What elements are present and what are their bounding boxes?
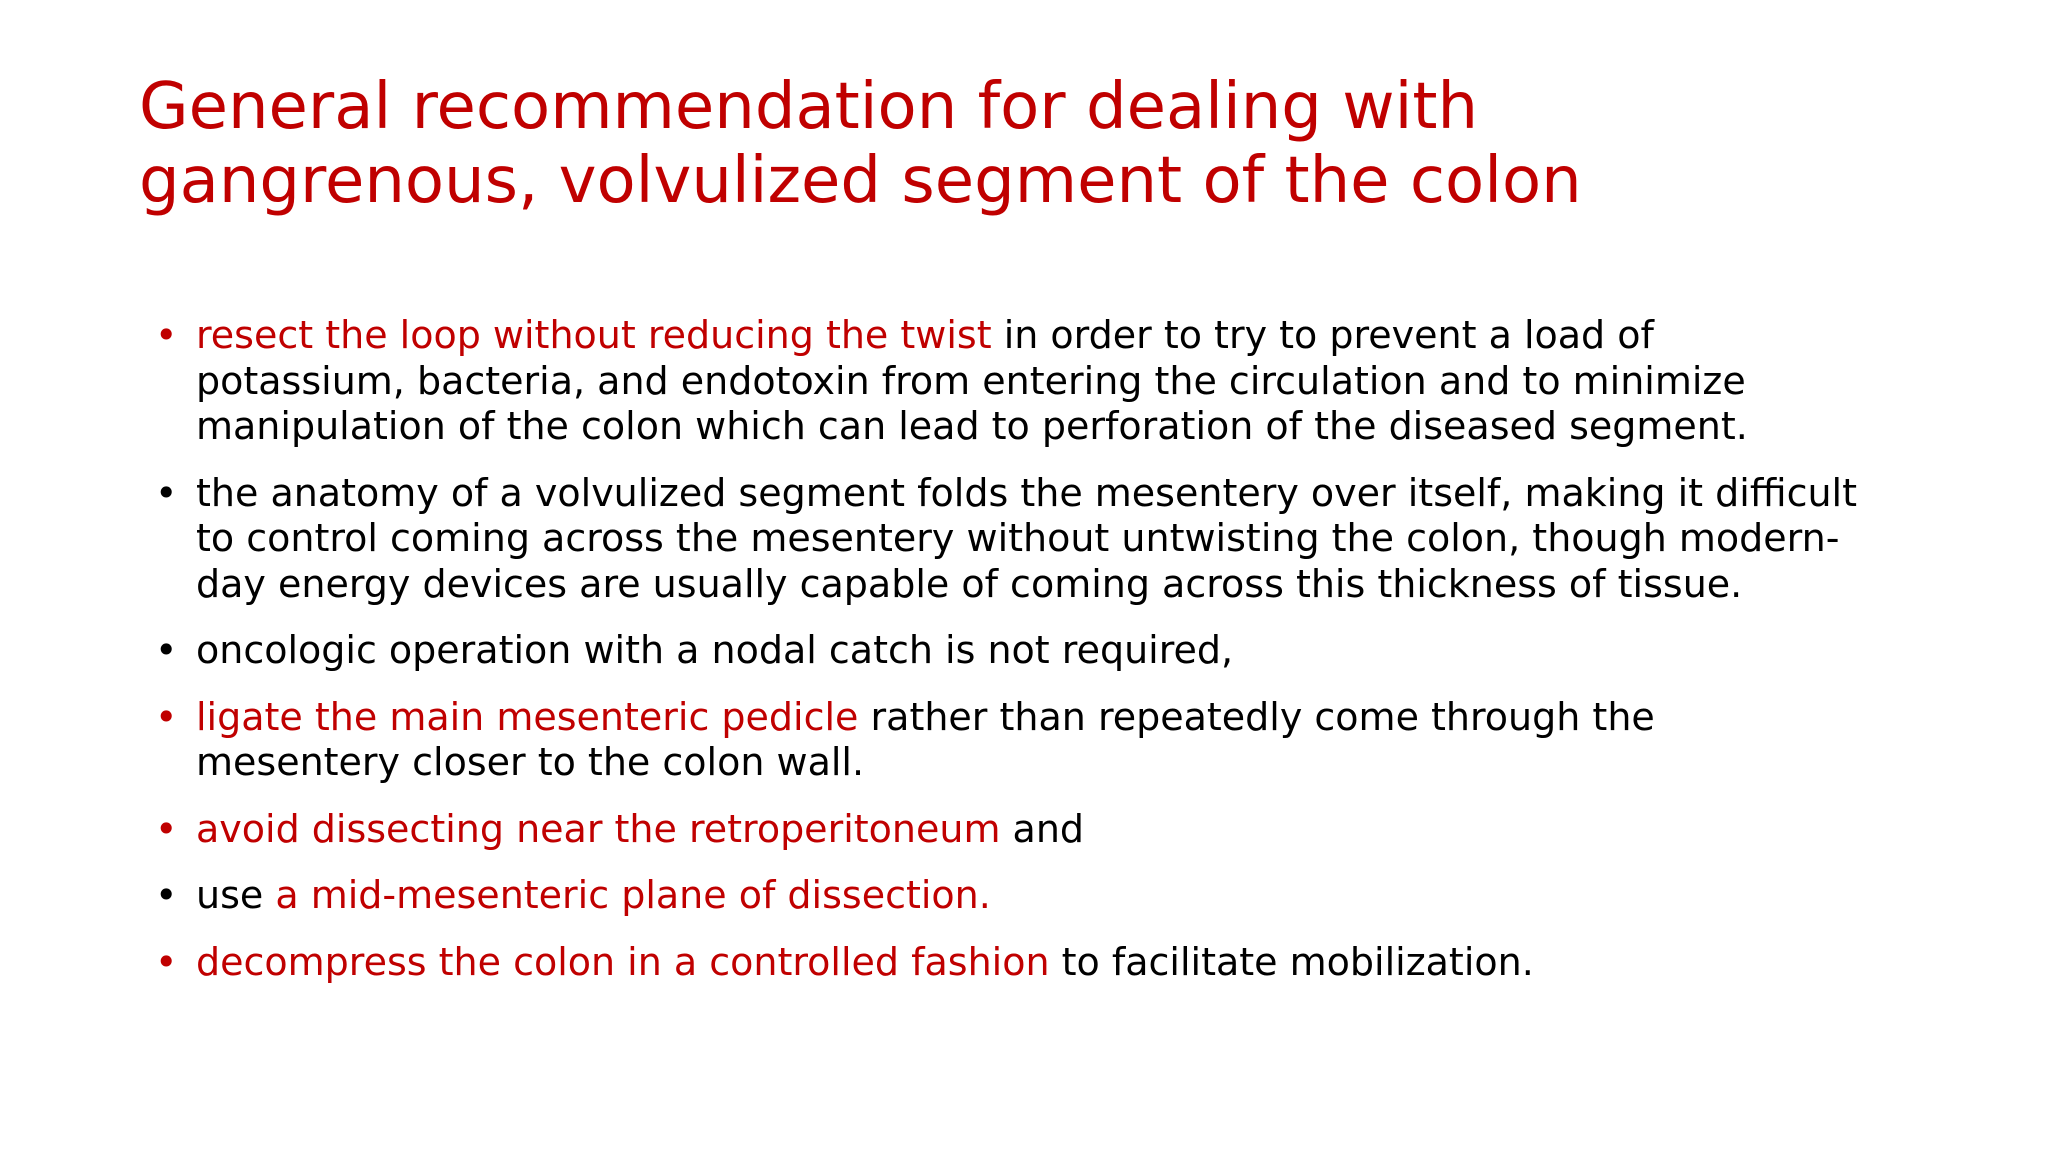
bullet-item — [150, 940, 1930, 986]
bullet-line — [196, 940, 1930, 986]
bullet-text: in order to try to prevent a load of — [991, 313, 1654, 357]
bullet-text: use — [196, 873, 276, 917]
bullet-item — [150, 628, 1930, 674]
bullet-line — [196, 873, 1930, 919]
bullet-dot: • — [155, 939, 178, 984]
slide-title-line-2: gangrenous, volvulized segment of the colon — [139, 144, 1582, 218]
bullet-text: the anatomy of a volvulized segment folds the mesentery over itself, making it difficult — [196, 470, 1857, 515]
highlighted-text: a mid-mesenteric plane of dissection. — [275, 873, 991, 917]
bullet-dot: • — [155, 628, 178, 672]
bullet-line — [196, 695, 1930, 741]
slide-title — [139, 70, 1919, 218]
bullet-dot: • — [155, 873, 178, 917]
bullet-item — [150, 313, 1930, 450]
bullet-line — [196, 628, 1930, 674]
bullet-text: to facilitate mobilization. — [1049, 939, 1534, 984]
bullet-list — [150, 313, 1930, 1006]
bullet-line — [196, 807, 1930, 853]
bullet-line — [196, 404, 1930, 450]
bullet-dot: • — [155, 313, 178, 357]
bullet-item — [150, 471, 1930, 608]
bullet-item — [150, 807, 1930, 853]
bullet-line — [196, 562, 1930, 608]
highlighted-text: avoid dissecting near the retroperitoneum — [196, 806, 1001, 851]
highlighted-text: ligate the main mesenteric pedicle — [196, 694, 859, 739]
bullet-dot: • — [155, 806, 178, 851]
bullet-text: potassium, bacteria, and endotoxin from entering the circulation and to minimize — [196, 358, 1746, 403]
bullet-line — [196, 740, 1930, 786]
bullet-text: manipulation of the colon which can lead to perforation of the diseased segment. — [196, 404, 1748, 448]
bullet-item — [150, 695, 1930, 786]
slide-title-line-1: General recommendation for dealing with — [139, 70, 1479, 144]
bullet-text: day energy devices are usually capable of coming across this thickness of tissue. — [196, 561, 1743, 606]
bullet-text: to control coming across the mesentery without untwisting the colon, though modern- — [196, 516, 1840, 560]
bullet-line — [196, 516, 1930, 562]
bullet-line — [196, 313, 1930, 359]
bullet-text: mesentery closer to the colon wall. — [196, 740, 865, 784]
bullet-text: and — [1000, 806, 1085, 851]
bullet-text: oncologic operation with a nodal catch is not required, — [196, 628, 1234, 672]
highlighted-text: decompress the colon in a controlled fashion — [196, 939, 1050, 984]
bullet-line — [196, 471, 1930, 517]
bullet-line — [196, 359, 1930, 405]
highlighted-text: resect the loop without reducing the twist — [196, 313, 992, 357]
bullet-item — [150, 873, 1930, 919]
bullet-dot: • — [155, 470, 178, 515]
bullet-text: rather than repeatedly come through the — [858, 694, 1655, 739]
bullet-dot: • — [155, 694, 178, 739]
